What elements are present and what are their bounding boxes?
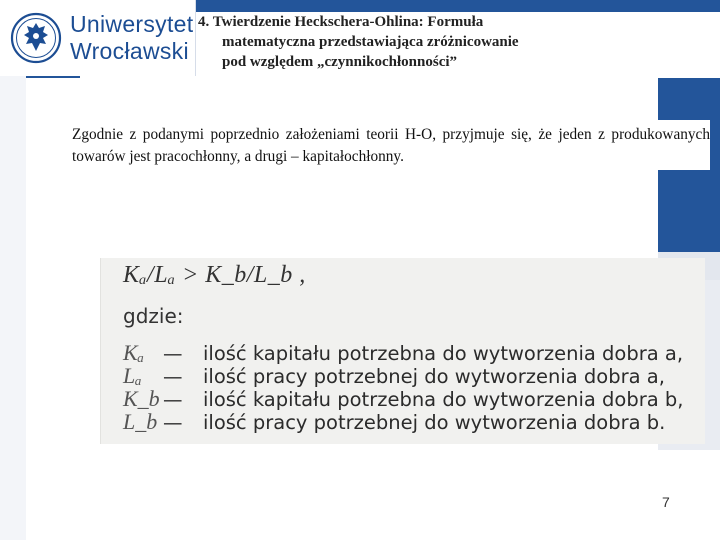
university-logo <box>0 0 196 76</box>
definition-symbol: K_b <box>123 386 160 411</box>
definition-text: ilość pracy potrzebnej do wytworzenia dobra b. <box>203 411 666 434</box>
definition-symbol: Lₐ <box>123 363 142 388</box>
definition-text: ilość kapitału potrzebna do wytworzenia dobra b, <box>203 388 684 411</box>
university-emblem-icon <box>10 12 62 64</box>
body-paragraph: Zgodnie z podanymi poprzednio założeniami teorii H-O, przyjmuje się, że jeden z produkowanych towarów jest pracochłonny, a drugi – kapitałochłonny. <box>72 126 710 165</box>
definition-dash: — <box>163 388 183 411</box>
definition-dash: — <box>163 342 183 365</box>
definition-symbol: Kₐ <box>123 340 145 365</box>
slide-title-line-1: 4. Twierdzenie Heckschera-Ohlina: Formuła <box>198 14 484 30</box>
logo-wordmark <box>70 11 193 65</box>
where-label: gdzie: <box>123 304 184 328</box>
formula-inequality: Kₐ/Lₐ > K_b/L_b , <box>123 262 306 288</box>
definition-text: ilość pracy potrzebnej do wytworzenia dobra a, <box>203 365 665 388</box>
formula-scan-image <box>100 258 705 444</box>
page-number: 7 <box>662 494 670 510</box>
definition-symbol: L_b <box>123 409 158 434</box>
slide-title <box>198 12 678 72</box>
logo-line-1: Uniwersytet <box>70 11 194 37</box>
logo-line-2: Wrocławski <box>70 38 189 64</box>
definition-dash: — <box>163 365 183 388</box>
left-margin-strip <box>0 76 26 540</box>
slide-title-line-3: pod względem „czynnikochłonności” <box>222 54 458 70</box>
definition-dash: — <box>163 411 183 434</box>
slide-title-line-2: matematyczna przedstawiająca zróżnicowanie <box>222 34 519 50</box>
definition-row <box>123 409 665 435</box>
definition-text: ilość kapitału potrzebna do wytworzenia dobra a, <box>203 342 684 365</box>
